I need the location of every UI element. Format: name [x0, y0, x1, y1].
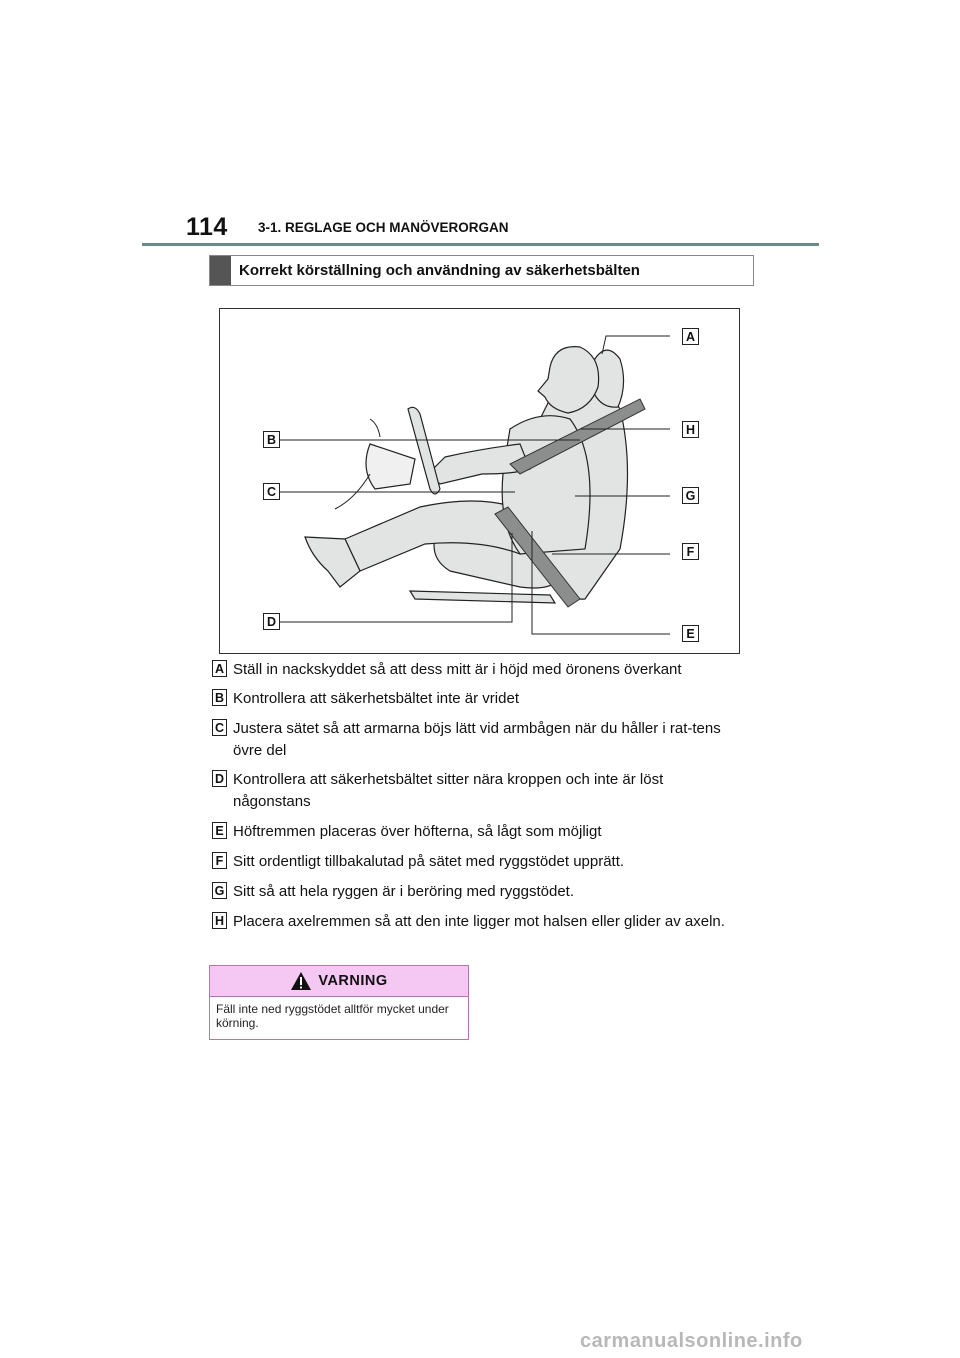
chapter-title: 3-1. REGLAGE OCH MANÖVERORGAN	[258, 220, 509, 235]
item-letter: B	[212, 689, 227, 706]
seat-rail	[410, 591, 555, 603]
list-item	[212, 718, 752, 762]
callout-e: E	[682, 625, 699, 642]
list-item	[212, 851, 752, 873]
list-item	[212, 769, 752, 813]
item-text: Kontrollera att säkerhetsbältet inte är vridet	[233, 690, 519, 707]
section-marker	[210, 256, 231, 285]
item-letter: H	[212, 912, 227, 929]
item-letter: D	[212, 770, 227, 787]
item-letter: G	[212, 882, 227, 899]
item-letter: C	[212, 719, 227, 736]
callout-f: F	[682, 543, 699, 560]
item-text: Justera sätet så att armarna böjs lätt vid armbågen när du håller i rat-tens övre del	[233, 720, 721, 759]
callout-g: G	[682, 487, 699, 504]
section-header	[209, 255, 754, 286]
warning-text: Fäll inte ned ryggstödet alltför mycket under körning.	[216, 1002, 449, 1030]
item-text: Höftremmen placeras över höfterna, så lågt som möjligt	[233, 823, 602, 840]
item-text: Kontrollera att säkerhetsbältet sitter nära kroppen och inte är löst någonstans	[233, 771, 664, 810]
list-item	[212, 911, 752, 933]
warning-triangle-icon	[290, 971, 312, 991]
item-text: Sitt ordentligt tillbakalutad på sätet med ryggstödet upprätt.	[233, 853, 625, 870]
item-text: Ställ in nackskyddet så att dess mitt är i höjd med öronens överkant	[233, 661, 682, 678]
pedal-line-2	[370, 419, 380, 437]
callout-c: C	[263, 483, 280, 500]
warning-box	[209, 965, 469, 1040]
driver-seat-drawing	[220, 309, 739, 653]
callout-b: B	[263, 431, 280, 448]
item-letter: E	[212, 822, 227, 839]
list-item	[212, 688, 752, 710]
item-letter: F	[212, 852, 227, 869]
list-item	[212, 881, 752, 903]
seating-illustration	[219, 308, 740, 654]
steering-wheel	[408, 407, 440, 494]
warning-header	[210, 966, 468, 997]
header-rule	[142, 243, 819, 246]
item-text: Sitt så att hela ryggen är i beröring med ryggstödet.	[233, 883, 575, 900]
callout-h: H	[682, 421, 699, 438]
steering-column	[366, 444, 415, 489]
callout-d: D	[263, 613, 280, 630]
item-text: Placera axelremmen så att den inte ligger mot halsen eller glider av axeln.	[233, 913, 725, 930]
section-title: Korrekt körställning och användning av säkerhetsbälten	[239, 262, 640, 279]
warning-label: VARNING	[318, 973, 388, 989]
item-letter: A	[212, 660, 227, 677]
list-item	[212, 821, 752, 843]
page-number: 114	[186, 213, 228, 241]
callout-a: A	[682, 328, 699, 345]
list-item	[212, 659, 752, 681]
watermark: carmanualsonline.info	[580, 1330, 803, 1352]
